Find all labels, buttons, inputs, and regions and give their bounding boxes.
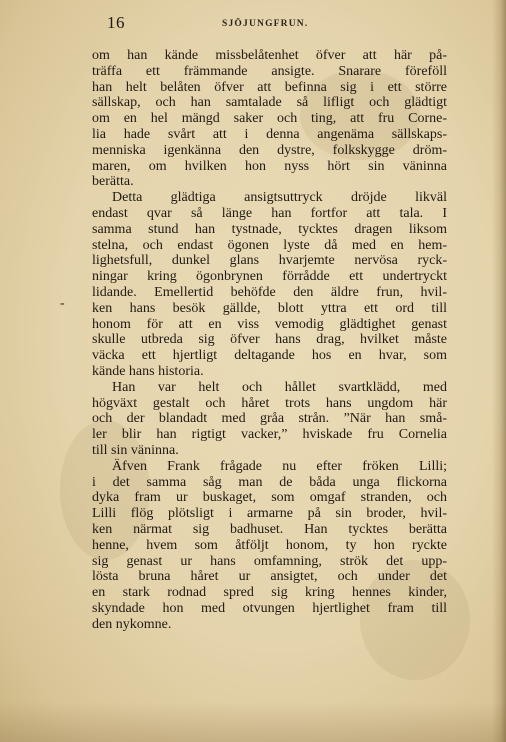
text-line: om en hel mängd saker och ting, att fru Corne-: [92, 111, 447, 127]
text-line: han helt belåten öfver att befinna sig i ett större: [92, 79, 447, 95]
text-line: den nykomne.: [92, 616, 172, 632]
text-line: till sin väninna.: [92, 442, 179, 458]
text-line: menniska igenkänna den dystre, folkskygge dröm-: [92, 142, 447, 158]
text-line: maren, om hvilken hon nyss hört sin väninna: [92, 158, 447, 174]
text-line: dyka fram ur buskaget, som omgaf stranden, och: [92, 490, 447, 506]
text-line: endast qvar så länge han fortfor att tala. I: [92, 205, 447, 221]
text-line: Äfven Frank frågade nu efter fröken Lilli;: [112, 458, 447, 474]
text-line: sällskap, och han samtalade så lifligt och glädtigt: [92, 95, 447, 111]
text-line: och der blandadt med gråa strån. ”När han små-: [92, 411, 447, 427]
body-text: [92, 48, 447, 632]
text-line: kände hans historia.: [92, 363, 204, 379]
text-line: i det samma såg man de båda unga flickorna: [92, 474, 447, 490]
text-line: träffa ett främmande ansigte. Snarare föreföll: [92, 63, 447, 79]
text-line: sig genast ur hans omfamning, strök det upp-: [92, 553, 447, 569]
text-line: Detta glädtiga ansigtsuttryck dröjde likväl: [112, 190, 447, 206]
text-line: skyndade hon med otvungen hjertlighet fram till: [92, 600, 447, 616]
page-bottom-shadow: [0, 702, 506, 742]
text-line: berätta.: [92, 174, 134, 190]
text-line: lia hade svårt att i denna angenäma sällskaps-: [92, 126, 447, 142]
text-line: stelna, och endast ögonen lyste då med en hem-: [92, 237, 447, 253]
text-line: honom för att en viss vemodig glädtighet genast: [92, 316, 447, 332]
text-line: lidande. Emellertid behöfde den äldre frun, hvil-: [92, 284, 447, 300]
text-line: högväxt gestalt och håret trots hans ungdom här: [92, 395, 447, 411]
text-line: ler blir han rigtigt vacker,” hviskade fru Cornelia: [92, 427, 447, 443]
text-line: lösta bruna håret ur ansigtet, och under det: [92, 569, 447, 585]
running-head: SJÖJUNGFRUN.: [222, 19, 309, 29]
text-line: skulle utbreda sig öfver hans drag, hvilket måste: [92, 332, 447, 348]
text-line: henne, hvem som åtföljt honom, ty hon ryckte: [92, 537, 447, 553]
text-line: ningar kring ögonbrynen förrådde ett undertryckt: [92, 269, 447, 285]
text-line: väcka ett hjertligt deltagande hos en hvar, som: [92, 348, 447, 364]
text-line: ken närmat sig badhuset. Han tycktes berätta: [92, 521, 447, 537]
text-line: samma stund han tystnade, tycktes dragen liksom: [92, 221, 447, 237]
margin-mark: -: [60, 296, 65, 311]
text-line: ken hans besök gällde, blott yttra ett ord till: [92, 300, 447, 316]
page-number: 16: [107, 13, 125, 32]
text-line: Han var helt och hållet svartklädd, med: [112, 379, 447, 395]
text-line: en stark rodnad spred sig kring hennes kinder,: [92, 585, 447, 601]
page-edge-shadow: [492, 0, 506, 742]
text-line: Lilli flög plötsligt i armarne på sin broder, hvil-: [92, 506, 447, 522]
text-line: om han kände missbelåtenhet öfver att här på-: [92, 48, 447, 63]
text-line: lighetsfull, dunkel glans hvarjemte nervösa ryck-: [92, 253, 447, 269]
